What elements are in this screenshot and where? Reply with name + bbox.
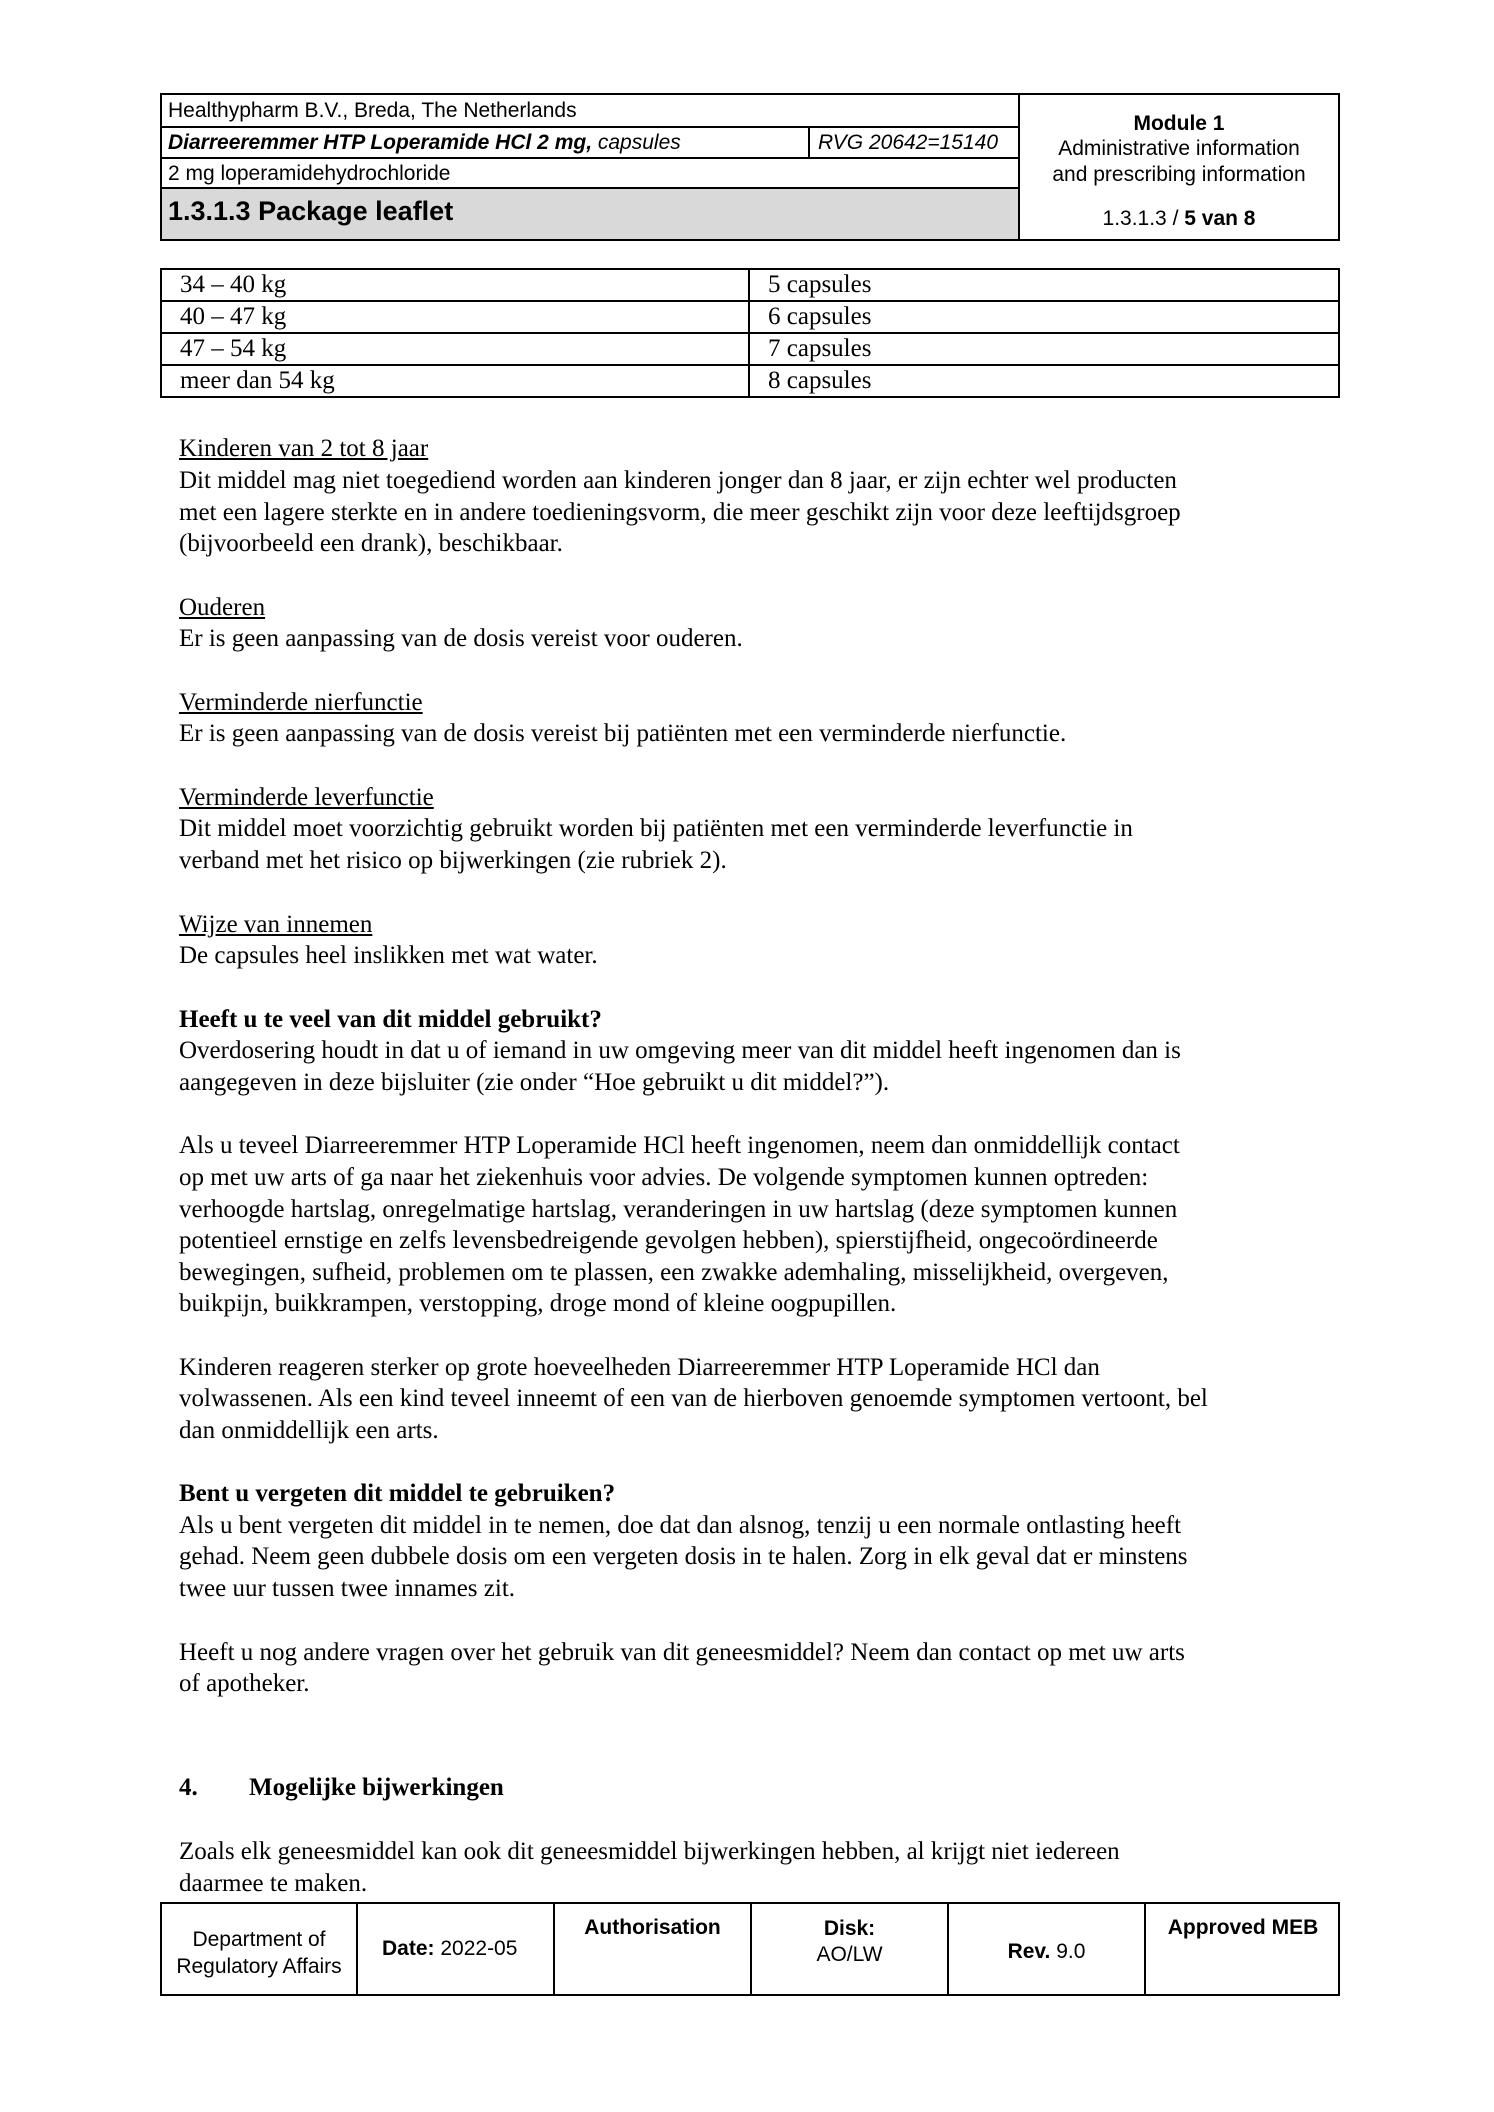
dose-cell: 7 capsules <box>749 333 1339 365</box>
symptoms-line: buikpijn, buikkrampen, verstopping, droge mond of kleine oogpupillen. <box>179 1290 897 1317</box>
elderly-heading: Ouderen <box>179 594 266 621</box>
symptoms-line: potentieel ernstige en zelfs levensbedreigende gevolgen hebben), spierstijfheid, ongecoördineerde <box>179 1227 1158 1254</box>
administration-line: De capsules heel inslikken met wat water. <box>179 942 598 969</box>
date-cell: Date: 2022-05 <box>358 1904 555 1994</box>
children-heading: Kinderen van 2 tot 8 jaar <box>179 435 429 462</box>
liver-line: verband met het risico op bijwerkingen (zie rubriek 2). <box>179 847 727 874</box>
administration-heading: Wijze van innemen <box>179 911 373 938</box>
company-name: Healthypharm B.V., Breda, The Netherlands <box>162 95 1018 128</box>
forgot-line: twee uur tussen twee innames zit. <box>179 1575 516 1602</box>
forgot-line: Als u bent vergeten dit middel in te nemen, doe dat dan alsnog, tenzij u een normale ontlasting heeft <box>179 1512 1182 1539</box>
overdose-heading: Heeft u te veel van dit middel gebruikt? <box>179 1006 602 1033</box>
rvg-number: RVG 20642=15140 <box>808 128 1018 157</box>
section-4-number: 4. <box>179 1774 198 1801</box>
symptoms-line: bewegingen, sufheid, problemen om te plassen, een zwakke ademhaling, misselijkheid, overgeven, <box>179 1259 1169 1286</box>
disk-cell: Disk: AO/LW <box>752 1904 949 1994</box>
page-indicator: 1.3.1.3 / 5 van 8 <box>1102 207 1256 230</box>
questions-line: Heeft u nog andere vragen over het gebruik van dit geneesmiddel? Neem dan contact op met uw arts <box>179 1639 1185 1666</box>
header-left <box>162 95 1020 239</box>
weight-cell: 34 – 40 kg <box>161 269 749 301</box>
symptoms-line: verhoogde hartslag, onregelmatige hartslag, veranderingen in uw hartslag (deze symptomen kunnen <box>179 1196 1178 1223</box>
renal-line: Er is geen aanpassing van de dosis vereist bij patiënten met een verminderde nierfunctie. <box>179 720 1067 747</box>
product-name: Diarreeremmer HTP Loperamide HCl 2 mg, capsules <box>168 131 681 154</box>
product-strength: 2 mg loperamidehydrochloride <box>162 159 1018 189</box>
header-right <box>1020 95 1338 239</box>
liver-heading: Verminderde leverfunctie <box>179 784 434 811</box>
section-4-title: Mogelijke bijwerkingen <box>249 1774 504 1801</box>
department-cell: Department of Regulatory Affairs <box>162 1904 358 1994</box>
table-row <box>161 333 1339 365</box>
weight-cell: 47 – 54 kg <box>161 333 749 365</box>
weight-cell: 40 – 47 kg <box>161 301 749 333</box>
renal-heading: Verminderde nierfunctie <box>179 689 423 716</box>
questions-line: of apotheker. <box>179 1670 310 1697</box>
forgot-heading: Bent u vergeten dit middel te gebruiken? <box>179 1480 616 1507</box>
product-form: capsules <box>592 131 681 154</box>
children-warning-line: Kinderen reageren sterker op grote hoeveelheden Diarreeremmer HTP Loperamide HCl dan <box>179 1354 1100 1381</box>
page-number: 5 van 8 <box>1184 207 1256 230</box>
document-footer <box>160 1902 1340 1996</box>
module-title: Module 1 <box>1133 112 1225 135</box>
section-4-line: daarmee te maken. <box>179 1870 368 1897</box>
table-row <box>161 301 1339 333</box>
dose-cell: 8 capsules <box>749 365 1339 397</box>
table-row <box>161 365 1339 397</box>
document-header <box>160 93 1340 241</box>
section-4-line: Zoals elk geneesmiddel kan ook dit geneesmiddel bijwerkingen hebben, al krijgt niet iedereen <box>179 1838 1120 1865</box>
authorisation-cell: Authorisation <box>555 1904 752 1994</box>
product-row <box>162 128 1018 159</box>
weight-cell: meer dan 54 kg <box>161 365 749 397</box>
symptoms-line: op met uw arts of ga naar het ziekenhuis voor advies. De volgende symptomen kunnen optreden: <box>179 1164 1149 1191</box>
module-desc-1: Administrative information <box>1058 137 1300 160</box>
forgot-line: gehad. Neem geen dubbele dosis om een vergeten dosis in te halen. Zorg in elk geval dat er minstens <box>179 1543 1188 1570</box>
dose-cell: 6 capsules <box>749 301 1339 333</box>
children-warning-line: volwassenen. Als een kind teveel inneemt of een van de hierboven genoemde symptomen vertoont, bel <box>179 1385 1208 1412</box>
overdose-line: Overdosering houdt in dat u of iemand in uw omgeving meer van dit middel heeft ingenomen dan is <box>179 1037 1181 1064</box>
approved-cell: Approved MEB <box>1167 1916 1319 1939</box>
liver-line: Dit middel moet voorzichtig gebruikt worden bij patiënten met een verminderde leverfunctie in <box>179 815 1133 842</box>
table-row <box>161 269 1339 301</box>
dose-table <box>160 268 1340 398</box>
revision-cell: Rev. 9.0 <box>949 1904 1146 1994</box>
section-4-heading <box>179 1774 504 1802</box>
children-line: (bijvoorbeeld een drank), beschikbaar. <box>179 530 563 557</box>
children-line: met een lagere sterkte en in andere toedieningsvorm, die meer geschikt zijn voor deze leeftijdsgroep <box>179 499 1181 526</box>
children-warning-line: dan onmiddellijk een arts. <box>179 1417 439 1444</box>
elderly-line: Er is geen aanpassing van de dosis vereist voor ouderen. <box>179 625 743 652</box>
dose-cell: 5 capsules <box>749 269 1339 301</box>
children-line: Dit middel mag niet toegediend worden aan kinderen jonger dan 8 jaar, er zijn echter wel producten <box>179 467 1177 494</box>
section-title: 1.3.1.3 Package leaflet <box>162 189 1018 239</box>
symptoms-line: Als u teveel Diarreeremmer HTP Loperamide HCl heeft ingenomen, neem dan onmiddellijk contact <box>179 1132 1180 1159</box>
module-desc-2: and prescribing information <box>1052 163 1306 186</box>
overdose-line: aangegeven in deze bijsluiter (zie onder “Hoe gebruikt u dit middel?”). <box>179 1069 890 1096</box>
